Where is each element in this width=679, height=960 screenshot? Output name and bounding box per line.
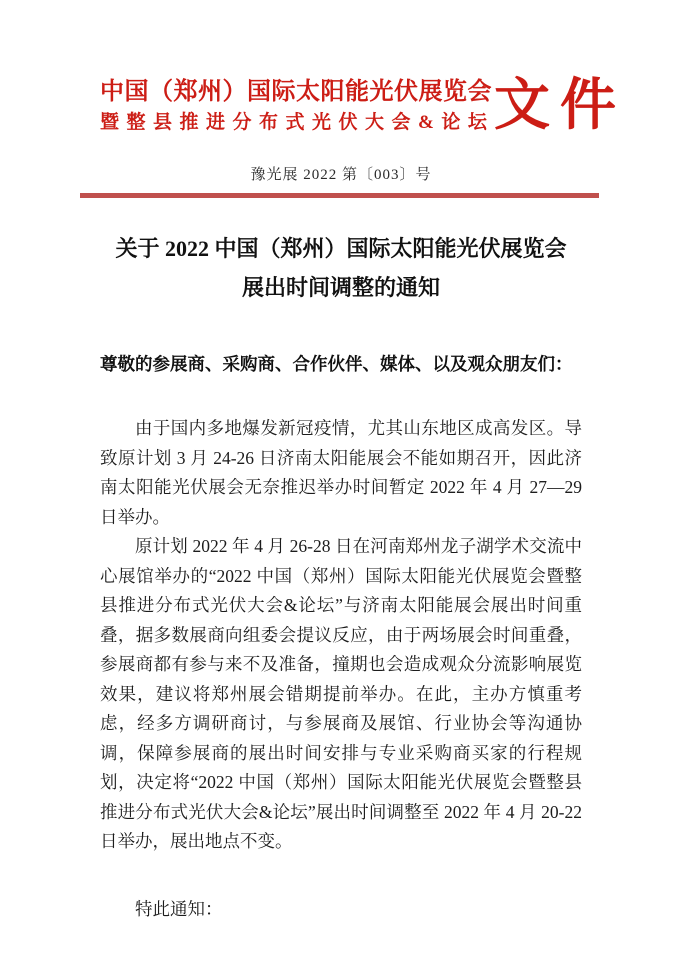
organizer-name-line1: 中国（郑州）国际太阳能光伏展览会 [100, 79, 492, 105]
document-number: 豫光展 2022 第〔003〕号 [250, 167, 432, 183]
red-divider-rule [80, 193, 599, 198]
body-paragraph-2: 原计划 2022 年 4 月 26-28 日在河南郑州龙子湖学术交流中心展馆举办的“2022 中国（郑州）国际太阳能光伏展览会暨整县推进分布式光伏大会&论坛”与济南太阳能展会展出时间重叠，据多数展商向组委会提议反应，由于两场展会时间重叠，参展商都有参与来不及准备，撞期也会造成观众分流影响展览效果，建议将郑州展会错期提前举办。在此，主办方慎重考虑，经多方调研商讨，与参展商及展馆、行业协会等沟通协调，保障参展商的展出时间安排与专业采购商买家的行程规划，决定将“2022 中国（郑州）国际太阳能光伏展览会暨整县推进分布式光伏大会&论坛”展出时间调整至 2022 年 4 月 20-22 日举办，展出地点不变。 [100, 536, 582, 851]
organizer-name-block [100, 75, 494, 137]
notice-title-line2: 展出时间调整的通知 [241, 275, 440, 300]
body-paragraph-1: 由于国内多地爆发新冠疫情，尤其山东地区成高发区。导致原计划 3 月 24-26 日济南太阳能展会不能如期召开，因此济南太阳能光伏展会无奈推迟举办时间暂定 2022 年 4 月 27—29 日举办。 [100, 418, 582, 527]
letterhead [100, 75, 626, 137]
greeting-line: 尊敬的参展商、采购商、合作伙伴、媒体、以及观众朋友们： [100, 354, 573, 374]
notice-title-line1: 关于 2022 中国（郑州）国际太阳能光伏展览会 [115, 236, 567, 261]
organizer-name-line2: 暨整县推进分布式光伏大会&论坛 [100, 112, 495, 133]
document-type-mark: 文件 [494, 75, 626, 137]
notice-title [100, 229, 582, 307]
closing-line: 特此通知： [135, 898, 223, 919]
